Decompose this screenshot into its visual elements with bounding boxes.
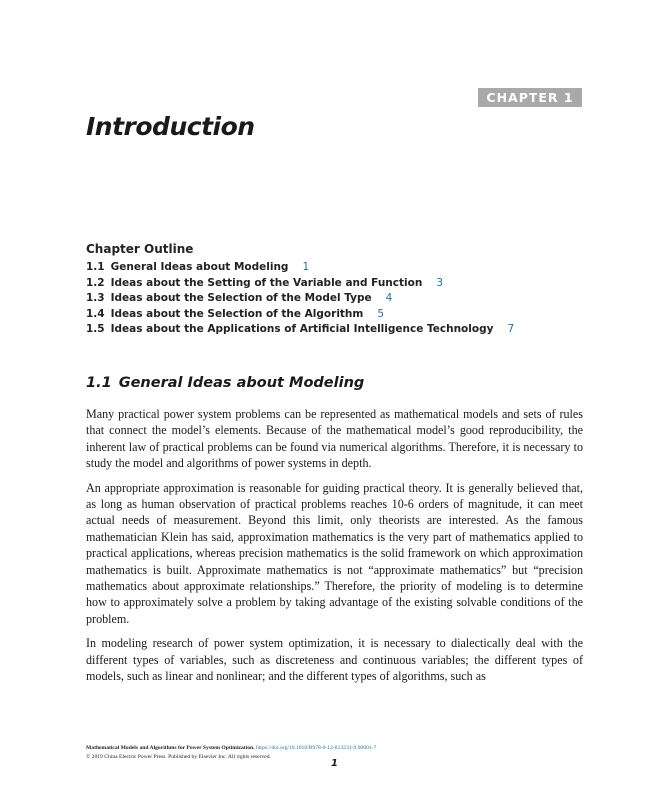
outline-item[interactable] <box>86 260 514 276</box>
outline-item-title: Ideas about the Selection of the Model Type <box>110 292 372 304</box>
footer-book-title: Mathematical Models and Algorithms for Power System Optimization. <box>86 745 255 751</box>
chapter-title: Introduction <box>86 112 255 141</box>
outline-item[interactable] <box>86 307 514 323</box>
outline-item[interactable] <box>86 276 514 292</box>
outline-item-number: 1.2 <box>86 276 105 289</box>
outline-item-page-link[interactable]: 5 <box>377 307 385 320</box>
outline-item-page-link[interactable]: 1 <box>302 261 310 273</box>
outline-item-number: 1.1 <box>86 261 105 273</box>
body-paragraph: In modeling research of power system optimization, it is necessary to dialectically deal with the different types of variables, such as discreteness and continuous variables; the different types of models, such as linear and nonlinear; and the different types of algorithms, such as <box>86 636 583 684</box>
section-body <box>86 406 583 693</box>
outline-item[interactable] <box>86 291 514 307</box>
outline-item-title: Ideas about the Applications of Artificial Intelligence Technology <box>110 323 494 335</box>
body-paragraph: An appropriate approximation is reasonable for guiding practical theory. It is generally believed that, as long as human observation of practical problems reaches 10-6 orders of magnitude, it can meet actual needs of measurement. Beyond this limit, only theorists are interested. As the famous mathematician Klein has said, approximation mathematics is the very part of mathematics applied to practical applications, whereas precision mathematics is the solid framework on which approximation mathematics is built. Approximate mathematics is not “approximate mathematics” but “precision mathematics about approximate relationships.” Therefore, the priority of modeling is to determine how to approximately solve a problem by taking advantage of the existing solvable conditions of the problem. <box>86 480 583 626</box>
chapter-outline-heading: Chapter Outline <box>86 242 194 256</box>
chapter-label: CHAPTER 1 <box>478 88 582 107</box>
body-paragraph: Many practical power system problems can be represented as mathematical models and sets of rules that connect the model’s elements. Because of the mathematical model’s good reproducibility, the inherent law of practical problems can be found via numerical algorithms. Therefore, it is necessary to study the model and algorithms of power systems in depth. <box>86 407 583 471</box>
outline-item-number: 1.3 <box>86 292 105 304</box>
outline-item-number: 1.5 <box>86 323 105 335</box>
chapter-outline-list <box>86 260 514 338</box>
section-number: 1.1 <box>86 375 112 391</box>
outline-item[interactable] <box>86 322 514 338</box>
outline-item-number: 1.4 <box>86 307 105 320</box>
outline-item-page-link[interactable]: 3 <box>436 276 444 289</box>
outline-item-title: Ideas about the Selection of the Algorithm <box>110 307 364 320</box>
outline-item-page-link[interactable]: 7 <box>507 323 515 335</box>
outline-item-title: General Ideas about Modeling <box>110 261 289 273</box>
section-title <box>86 375 364 391</box>
outline-item-title: Ideas about the Setting of the Variable and Function <box>110 276 423 289</box>
page-number: 1 <box>331 758 338 769</box>
outline-item-page-link[interactable]: 4 <box>385 292 393 304</box>
footer-doi-link[interactable]: https://doi.org/10.1016/B978-0-12-813231-9.00001-7 <box>255 745 377 751</box>
section-title-text: General Ideas about Modeling <box>118 375 365 391</box>
footer-copyright: © 2019 China Electric Power Press. Published by Elsevier Inc. All rights reserved. <box>86 754 271 760</box>
